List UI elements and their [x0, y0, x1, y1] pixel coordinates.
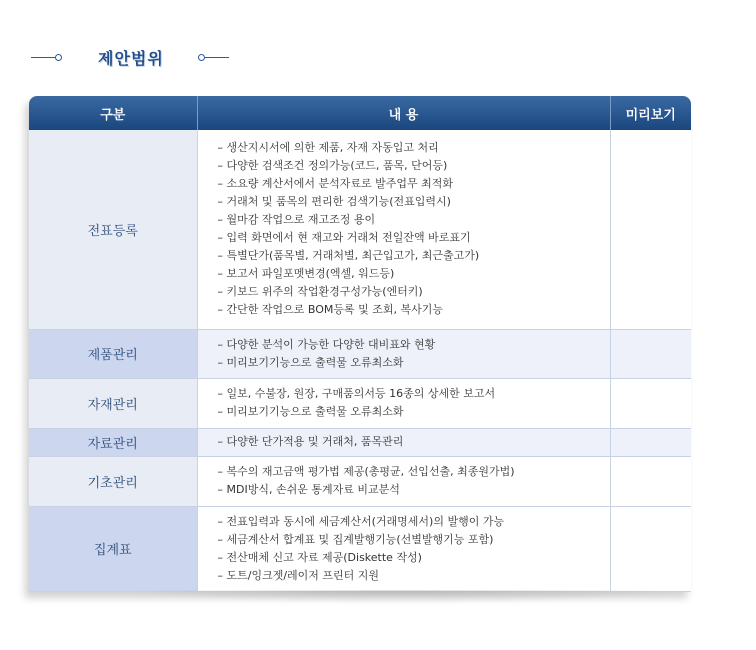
- list-item: – 도트/잉크젯/레이저 프린터 지원: [218, 567, 610, 585]
- list-item: – 다양한 검색조건 정의가능(코드, 품목, 단어등): [218, 157, 610, 175]
- list-item: – 복수의 재고금액 평가법 제공(총평균, 선입선출, 최종원가법): [218, 463, 610, 481]
- row-preview: [610, 428, 691, 456]
- list-item: – 전산매체 신고 자료 제공(Diskette 작성): [218, 549, 610, 567]
- list-item: – 다양한 분석이 가능한 다양한 대비표와 현황: [218, 336, 610, 354]
- list-item: – 간단한 작업으로 BOM등록 및 조회, 복사기능: [218, 301, 610, 319]
- row-category: 제품관리: [29, 329, 197, 378]
- row-content: [197, 456, 610, 506]
- list-item: – MDI방식, 손쉬운 통계자료 비교분석: [218, 481, 610, 499]
- table-row: [29, 456, 691, 506]
- row-category: 자재관리: [29, 378, 197, 428]
- row-content: [197, 130, 610, 329]
- row-preview: [610, 378, 691, 428]
- row-preview: [610, 130, 691, 329]
- section-title: 제안범위: [98, 48, 164, 68]
- list-item: – 생산지시서에 의한 제품, 자재 자동입고 처리: [218, 139, 610, 157]
- header-preview: 미리보기: [610, 96, 691, 130]
- row-content: [197, 428, 610, 456]
- row-category: 전표등록: [29, 130, 197, 329]
- list-item: – 입력 화면에서 현 재고와 거래처 전일잔액 바로표기: [218, 229, 610, 247]
- header-content: 내 용: [197, 96, 610, 130]
- table-row: [29, 329, 691, 378]
- header-category: 구분: [29, 96, 197, 130]
- row-preview: [610, 506, 691, 591]
- list-item: – 키보드 위주의 작업환경구성가능(엔터키): [218, 283, 610, 301]
- list-item: – 다양한 단가적용 및 거래처, 품목관리: [218, 433, 610, 451]
- list-item: – 일보, 수불장, 원장, 구매품의서등 16종의 상세한 보고서: [218, 385, 610, 403]
- scope-table-container: [29, 96, 691, 592]
- list-item: – 전표입력과 동시에 세금계산서(거래명세서)의 발행이 가능: [218, 513, 610, 531]
- table-row: [29, 130, 691, 329]
- table-header-row: [29, 96, 691, 130]
- row-content: [197, 506, 610, 591]
- table-row: [29, 378, 691, 428]
- table-row: [29, 506, 691, 591]
- row-category: 집계표: [29, 506, 197, 591]
- title-decoration-left: [31, 54, 62, 61]
- list-item: – 월마감 작업으로 재고조정 용이: [218, 211, 610, 229]
- row-preview: [610, 456, 691, 506]
- list-item: – 세금계산서 합계표 및 집계발행기능(선별발행기능 포함): [218, 531, 610, 549]
- list-item: – 미리보기기능으로 출력물 오류최소화: [218, 403, 610, 421]
- row-content: [197, 378, 610, 428]
- row-preview: [610, 329, 691, 378]
- table-shadow: [120, 590, 680, 604]
- list-item: – 보고서 파일포멧변경(엑셀, 워드등): [218, 265, 610, 283]
- list-item: – 미리보기기능으로 출력물 오류최소화: [218, 354, 610, 372]
- row-category: 기초관리: [29, 456, 197, 506]
- list-item: – 소요량 계산서에서 분석자료로 발주업무 최적화: [218, 175, 610, 193]
- title-decoration-right: [198, 54, 229, 61]
- section-header: [31, 44, 229, 70]
- table-row: [29, 428, 691, 456]
- scope-table: [29, 96, 691, 592]
- row-category: 자료관리: [29, 428, 197, 456]
- list-item: – 특별단가(품목별, 거래처별, 최근입고가, 최근출고가): [218, 247, 610, 265]
- list-item: – 거래처 및 품목의 편리한 검색기능(전표입력시): [218, 193, 610, 211]
- row-content: [197, 329, 610, 378]
